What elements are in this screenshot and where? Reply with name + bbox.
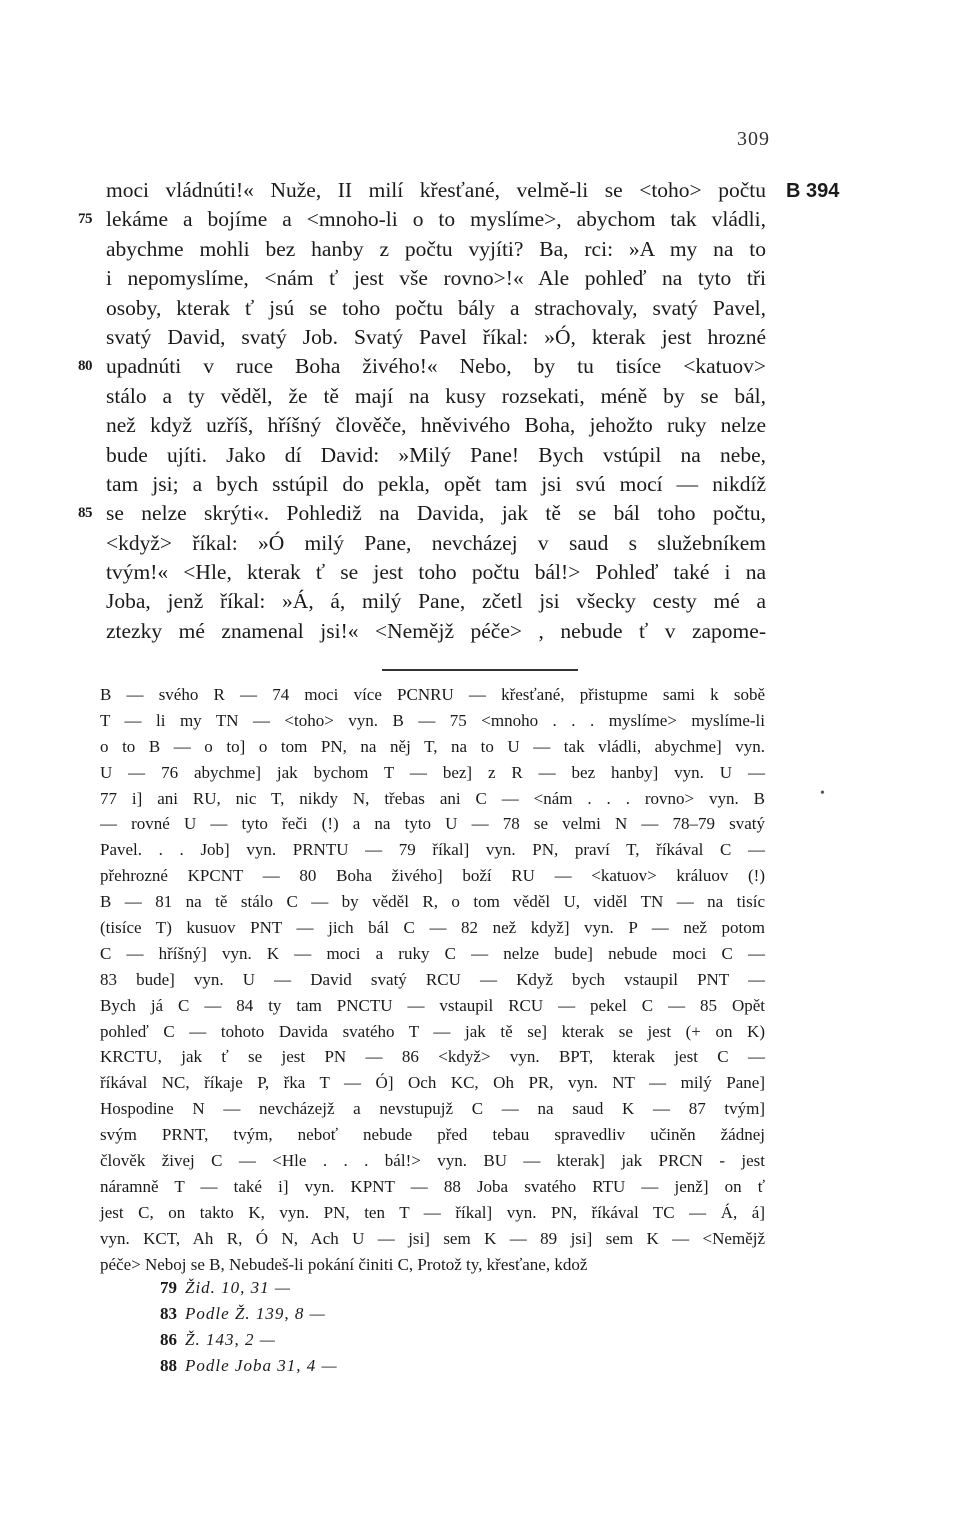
text-line: než když uzříš, hříšný člověče, hněvivého Boha, jehožto ruky nelze bbox=[106, 413, 766, 438]
apparatus-line: člověk živej C — <Hle . . . bál!> vyn. BU — kterak] jak PRCN - jest bbox=[100, 1151, 765, 1171]
note-number: 88 bbox=[160, 1356, 177, 1375]
text-line: moci vládnúti!« Nuže, II milí křesťané, velmě-li se <toho> počtu bbox=[106, 178, 766, 202]
text-line: abychme mohli bez hanby z počtu vyjíti? Ba, rci: »A my na to bbox=[106, 236, 766, 261]
apparatus-line: o to B — o to] o tom PN, na něj T, na to U — tak vládli, abychme] vyn. bbox=[100, 736, 765, 756]
note-reference: Podle Joba 31, 4 — bbox=[185, 1356, 338, 1375]
stray-mark: • bbox=[820, 786, 825, 801]
apparatus-line: 83 bude] vyn. U — David svatý RCU — Když bych vstaupil PNT — bbox=[100, 969, 765, 989]
text-line: Joba, jenž říkal: »Á, á, milý Pane, zčetl jsi všecky cesty mé a bbox=[106, 589, 766, 614]
apparatus-line: péče> Neboj se B, Nebudeš-li pokání činiti C, Protož ty, křesťane, kdož bbox=[100, 1254, 588, 1274]
apparatus-line: KRCTU, jak ť se jest PN — 86 <když> vyn. BPT, kterak jest C — bbox=[100, 1047, 765, 1067]
apparatus-line: C — hříšný] vyn. K — moci a ruky C — nelze bude] nebude moci C — bbox=[100, 943, 765, 963]
apparatus-line: náramně T — také i] vyn. KPNT — 88 Joba svatého RTU — jenž] on ť bbox=[100, 1176, 765, 1196]
source-notes bbox=[160, 1275, 338, 1379]
critical-apparatus bbox=[100, 682, 765, 1277]
apparatus-line: U — 76 abychme] jak bychom T — bez] z R — bez hanby] vyn. U — bbox=[100, 762, 765, 782]
line-number: 85 bbox=[78, 505, 92, 522]
note-line bbox=[160, 1327, 338, 1353]
note-number: 79 bbox=[160, 1278, 177, 1297]
apparatus-line: Hospodine N — nevcházejž a nevstupujž C — na saud K — 87 tvým] bbox=[100, 1099, 765, 1119]
note-reference: Podle Ž. 139, 8 — bbox=[185, 1304, 326, 1323]
text-line: tvým!« <Hle, kterak ť se jest toho počtu bál!> Pohleď také i na bbox=[106, 560, 766, 585]
apparatus-line: svým PRNT, tvým, neboť nebude před tebau spravedliv učiněn žádnej bbox=[100, 1125, 765, 1145]
apparatus-line: říkával NC, říkaje P, řka T — Ó] Och KC, Oh PR, vyn. NT — milý Pane] bbox=[100, 1073, 765, 1093]
note-line bbox=[160, 1301, 338, 1327]
text-line: 85 se nelze skrýti«. Pohlediž na Davida, jak tě se bál toho počtu, bbox=[106, 499, 766, 528]
text-line: 75 lekáme a bojíme a <mnoho-li o to myslíme>, abychom tak vládli, bbox=[106, 205, 766, 234]
apparatus-line: přehrozné KPCNT — 80 Boha živého] boží RU — <katuov> králuov (!) bbox=[100, 866, 765, 886]
note-reference: Žid. 10, 31 — bbox=[185, 1278, 292, 1297]
note-reference: Ž. 143, 2 — bbox=[185, 1330, 276, 1349]
text-line: 80 upadnúti v ruce Boha živého!« Nebo, by tu tisíce <katuov> bbox=[106, 352, 766, 381]
apparatus-line: B — svého R — 74 moci více PCNRU — křesťané, přistupme sami k sobě bbox=[100, 685, 765, 704]
apparatus-line: vyn. KCT, Ah R, Ó N, Ach U — jsi] sem K — 89 jsi] sem K — <Nemějž bbox=[100, 1228, 765, 1248]
apparatus-line: B — 81 na tě stálo C — by věděl R, o tom věděl U, viděl TN — na tisíc bbox=[100, 892, 765, 912]
line-number: 75 bbox=[78, 211, 92, 228]
text-line: stálo a ty věděl, že tě mají na kusy rozsekati, méně by se bál, bbox=[106, 383, 766, 408]
note-line bbox=[160, 1275, 338, 1301]
text-line: i nepomyslíme, <nám ť jest vše rovno>!« Ale pohleď na tyto tři bbox=[106, 266, 766, 291]
margin-note: B 394 bbox=[786, 180, 840, 202]
page-number: 309 bbox=[737, 128, 770, 150]
note-line bbox=[160, 1353, 338, 1379]
apparatus-line: — rovné U — tyto řeči (!) a na tyto U — 78 se velmi N — 78–79 svatý bbox=[100, 814, 765, 834]
text-line: svatý David, svatý Job. Svatý Pavel říkal: »Ó, kterak jest hrozné bbox=[106, 324, 766, 349]
line-number: 80 bbox=[78, 358, 92, 375]
text-line: tam jsi; a bych sstúpil do pekla, opět tam jsi svú mocí — nikdíž bbox=[106, 471, 766, 496]
note-number: 83 bbox=[160, 1304, 177, 1323]
apparatus-line: 77 i] ani RU, nic T, nikdy N, třebas ani C — <nám . . . rovno> vyn. B bbox=[100, 788, 765, 808]
apparatus-line: jest C, on takto K, vyn. PN, ten T — říkal] vyn. PN, říkával TC — Á, á] bbox=[100, 1202, 765, 1222]
note-number: 86 bbox=[160, 1330, 177, 1349]
apparatus-line: (tisíce T) kusuov PNT — jich bál C — 82 než když] vyn. P — než potom bbox=[100, 918, 765, 938]
text-line: ztezky mé znamenal jsi!« <Nemějž péče> , nebude ť v zapome- bbox=[106, 618, 766, 643]
section-divider bbox=[382, 669, 578, 671]
apparatus-line: T — li my TN — <toho> vyn. B — 75 <mnoho . . . myslíme> myslíme-li bbox=[100, 710, 765, 730]
apparatus-line: pohleď C — tohoto Davida svatého T — jak tě se] kterak se jest (+ on K) bbox=[100, 1021, 765, 1041]
text-line: osoby, kterak ť jsú se toho počtu bály a strachovaly, svatý Pavel, bbox=[106, 295, 766, 320]
apparatus-line: Bych já C — 84 ty tam PNCTU — vstaupil RCU — pekel C — 85 Opět bbox=[100, 995, 765, 1015]
apparatus-line: Pavel. . . Job] vyn. PRNTU — 79 říkal] vyn. PN, praví T, říkával C — bbox=[100, 840, 765, 860]
text-line: bude ujíti. Jako dí David: »Milý Pane! Bych vstúpil na nebe, bbox=[106, 442, 766, 467]
main-text bbox=[78, 176, 766, 646]
text-line: <když> říkal: »Ó milý Pane, nevcházej v saud s služebníkem bbox=[106, 530, 766, 555]
